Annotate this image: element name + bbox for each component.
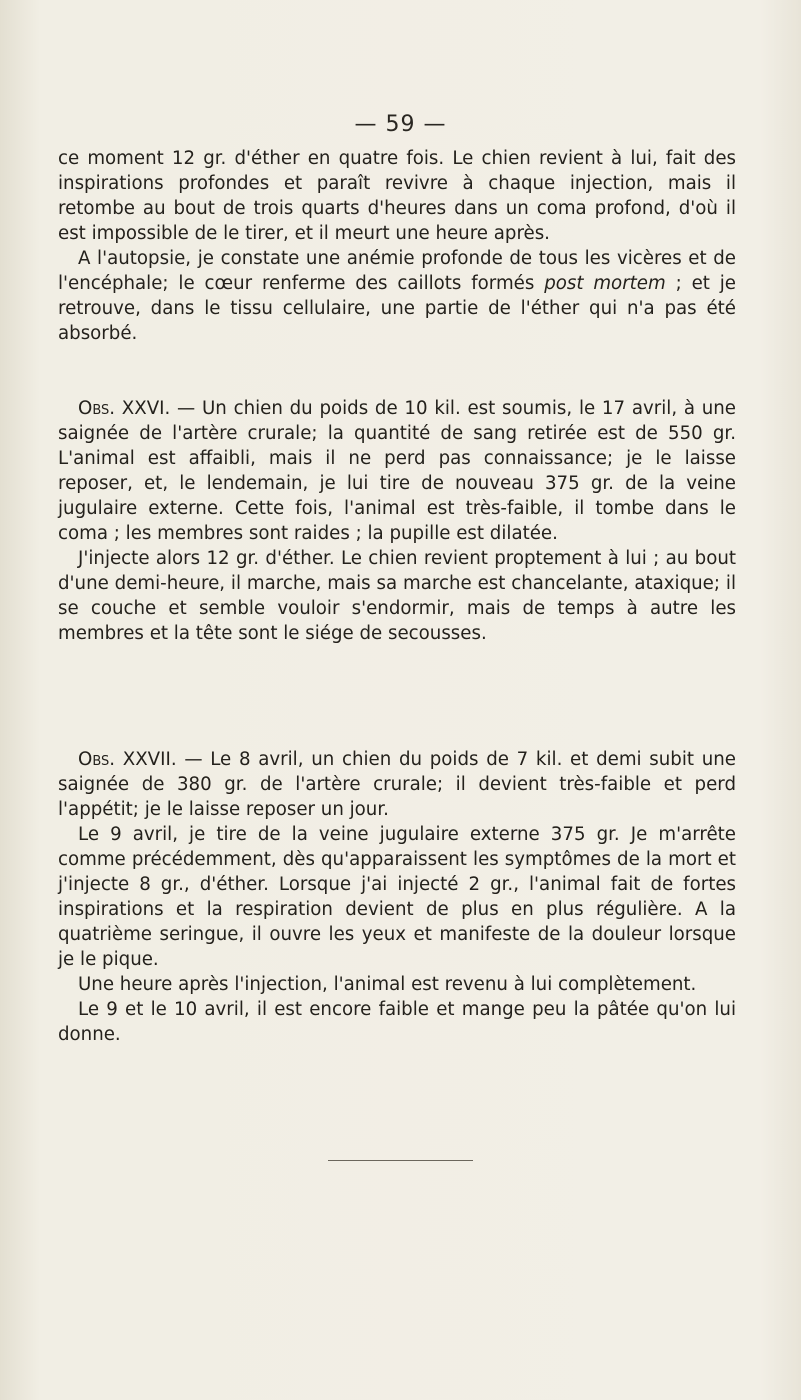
autopsy-text-start: A l'autopsie, je constate une anémie profonde de tous les vicères et de l'encéphale; le cœur renferme des caillots formés — [58, 248, 736, 294]
obs-26-text: — Un chien du poids de 10 kil. est soumis, le 17 avril, à une saignée de l'artère crurale; la quantité de sang retirée est de 550 gr. L'animal est affaibli, mais il ne perd pas connaissance; je le laisse reposer, et, le lendemain, je lui tire de nouveau 375 gr. de la veine jugulaire externe. Cette fois, l'animal est très-faible, il tombe dans le coma ; les membres sont raides ; la pupille est dilatée. — [58, 398, 736, 544]
paragraph-continuation: ce moment 12 gr. d'éther en quatre fois. Le chien revient à lui, fait des inspirations profondes et paraît revivre à chaque injection, mais il retombe au bout de trois quarts d'heures dans un coma profond, d'où il est impossible de le tirer, et il meurt une heure après. — [58, 148, 736, 244]
autopsy-text-end: ; et je retrouve, dans le tissu cellulaire, une partie de l'éther qui n'a pas été absorbé. — [58, 273, 736, 344]
paragraph-obs-26 — [58, 396, 736, 546]
obs-27-label: Obs. XXVII. — [78, 749, 177, 770]
section-divider — [328, 1160, 473, 1161]
obs-26-label: Obs. XXVI. — [78, 398, 171, 419]
paragraph-obs-27-april-10: Le 9 et le 10 avril, il est encore faible et mange peu la pâtée qu'on lui donne. — [58, 999, 736, 1045]
post-mortem-term: post mortem — [544, 273, 666, 294]
text-block-obs-26 — [58, 396, 736, 646]
paragraph-autopsy — [58, 246, 736, 346]
page-number: — 59 — — [354, 112, 447, 137]
paragraph-obs-27 — [58, 747, 736, 822]
obs-27-text: — Le 8 avril, un chien du poids de 7 kil. et demi subit une saignée de 380 gr. de l'artère crurale; il devient très-faible et perd l'appétit; je le laisse reposer un jour. — [58, 749, 736, 820]
text-block-obs-27 — [58, 747, 736, 1047]
text-block-continuation — [58, 146, 736, 346]
paragraph-obs-26-injection: J'injecte alors 12 gr. d'éther. Le chien revient proptement à lui ; au bout d'une demi-heure, il marche, mais sa marche est chancelante, ataxique; il se couche et semble vouloir s'endormir, mais de temps à autre les membres et la tête sont le siége de secousses. — [58, 548, 736, 644]
paragraph-obs-27-april-9: Le 9 avril, je tire de la veine jugulaire externe 375 gr. Je m'arrête comme précédemment, dès qu'apparaissent les symptômes de la mort et j'injecte 8 gr., d'éther. Lorsque j'ai injecté 2 gr., l'animal fait de fortes inspirations et la respiration devient de plus en plus régulière. A la quatrième seringue, il ouvre les yeux et manifeste de la douleur lorsque je le pique. — [58, 824, 736, 970]
paragraph-obs-27-recovery: Une heure après l'injection, l'animal est revenu à lui complètement. — [78, 974, 697, 995]
